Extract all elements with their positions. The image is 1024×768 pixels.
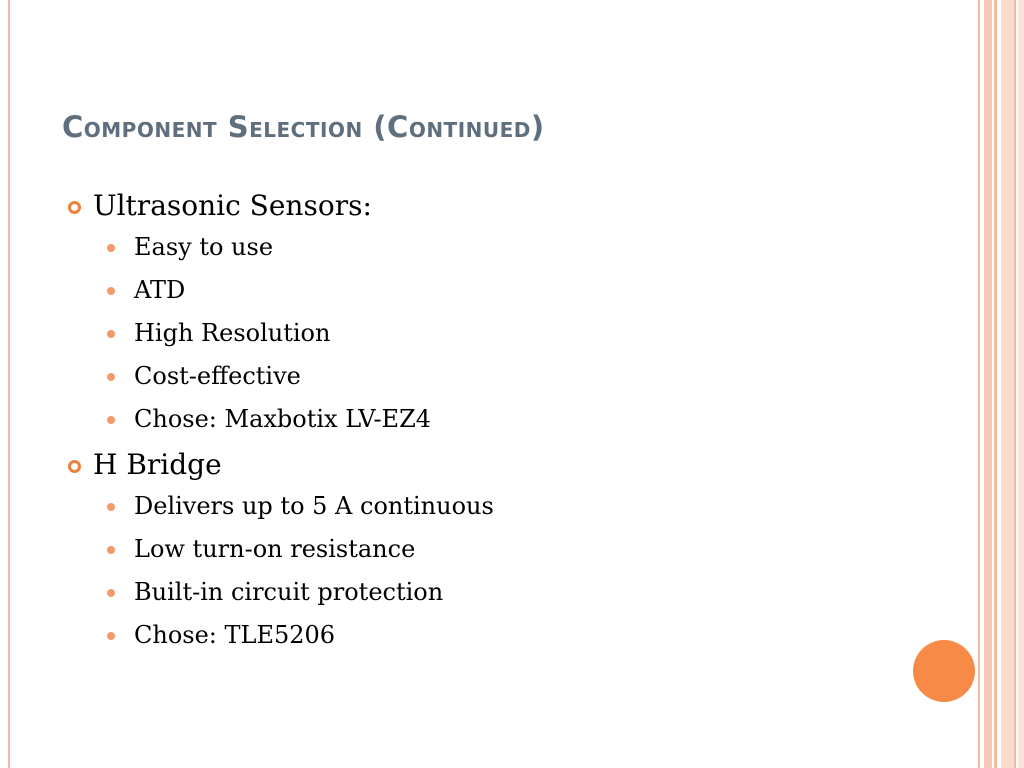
list-item-text: Delivers up to 5 A continuous: [134, 492, 494, 520]
ring-bullet-icon: [68, 460, 81, 473]
list-item-text: Cost-effective: [134, 362, 301, 390]
right-decorative-stripe: [1018, 0, 1024, 768]
list-item: [64, 485, 924, 528]
right-decorative-stripe: [1001, 0, 1014, 768]
list-item-text: Built-in circuit protection: [134, 578, 444, 606]
list-item: [64, 614, 924, 657]
list-item: [64, 571, 924, 614]
left-border-line: [8, 0, 10, 768]
decorative-circle-icon: [913, 640, 975, 702]
dot-bullet-icon: [107, 416, 115, 424]
list-item-text: Easy to use: [134, 233, 274, 261]
bullet-section-h-bridge: [64, 445, 924, 485]
list-item: [64, 269, 924, 312]
dot-bullet-icon: [107, 244, 115, 252]
list-item: [64, 398, 924, 441]
slide-content: [64, 186, 924, 657]
right-decorative-stripe: [978, 0, 980, 768]
list-item-text: High Resolution: [134, 319, 331, 347]
ring-bullet-icon: [68, 201, 81, 214]
list-item: [64, 528, 924, 571]
list-item-text: ATD: [134, 276, 186, 304]
section-heading: Ultrasonic Sensors:: [93, 189, 372, 222]
dot-bullet-icon: [107, 546, 115, 554]
bullet-section-ultrasonic: [64, 186, 924, 226]
list-item-text: Low turn-on resistance: [134, 535, 416, 563]
list-item: [64, 355, 924, 398]
right-decorative-stripe: [984, 0, 992, 768]
dot-bullet-icon: [107, 632, 115, 640]
dot-bullet-icon: [107, 589, 115, 597]
dot-bullet-icon: [107, 373, 115, 381]
slide-title: Component Selection (Continued): [62, 110, 545, 144]
list-item-text: Chose: Maxbotix LV-EZ4: [134, 405, 432, 433]
dot-bullet-icon: [107, 503, 115, 511]
dot-bullet-icon: [107, 287, 115, 295]
list-item-text: Chose: TLE5206: [134, 621, 336, 649]
right-decorative-stripe: [994, 0, 997, 768]
section-heading: H Bridge: [93, 448, 222, 481]
dot-bullet-icon: [107, 330, 115, 338]
list-item: [64, 312, 924, 355]
right-decorative-stripe: [1014, 0, 1016, 768]
list-item: [64, 226, 924, 269]
